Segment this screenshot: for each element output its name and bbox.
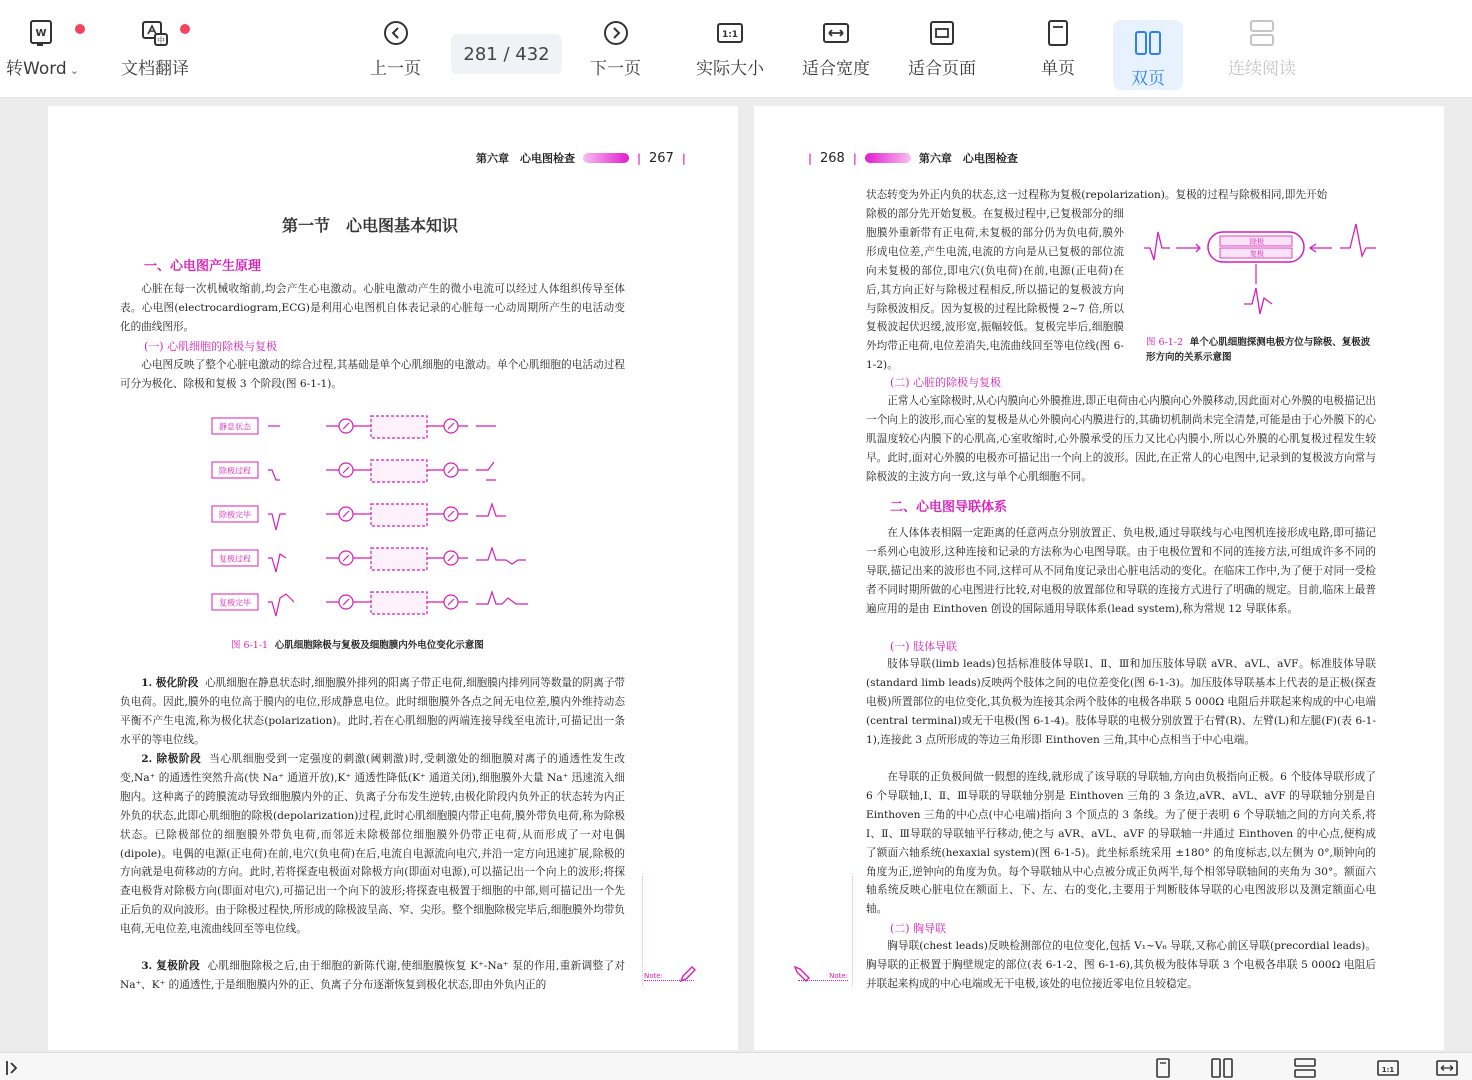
paragraph-sub1: 心电图反映了整个心脏电激动的综合过程,其基础是单个心肌细胞的电激动。单个心肌细胞的电活动过程可分为极化、除极和复极 3 个阶段(图 6-1-1)。 bbox=[120, 359, 625, 390]
double-page-label: 双页 bbox=[1131, 69, 1165, 89]
note-margin-line bbox=[852, 876, 853, 986]
bottom-bar bbox=[0, 1052, 1472, 1080]
arrow-right bbox=[1310, 244, 1332, 252]
notification-dot bbox=[75, 24, 85, 34]
continuous-read-button[interactable] bbox=[1228, 18, 1296, 79]
subheading-heart: (二) 心脏的除极与复极 bbox=[890, 376, 1002, 389]
paragraph-depolarization bbox=[120, 750, 625, 939]
expand-sidebar-icon[interactable] bbox=[2, 1057, 24, 1079]
svg-text:1:1: 1:1 bbox=[1381, 1066, 1395, 1074]
single-page-icon bbox=[1043, 18, 1073, 48]
figure-state-label: 除极过程 bbox=[219, 466, 251, 476]
page-number: 267 bbox=[649, 150, 674, 166]
paragraph-continued: 状态转变为外正内负的状态,这一过程称为复极(repolarization)。复极的过程与除极相同,即先开始 bbox=[866, 189, 1328, 201]
figure-number: 图 6-1-1 bbox=[231, 640, 269, 651]
figure-state-label: 复极过程 bbox=[219, 554, 251, 564]
header-chapter: 第六章 心电图检查 bbox=[476, 152, 575, 165]
arrow-left bbox=[1176, 244, 1200, 252]
subheading-chest-leads: (二) 胸导联 bbox=[890, 922, 947, 935]
prev-page-label: 上一页 bbox=[370, 59, 421, 79]
double-page-icon bbox=[1133, 28, 1163, 58]
section-title: 第一节 心电图基本知识 bbox=[282, 216, 459, 235]
waveform-left bbox=[1144, 232, 1170, 260]
double-page-icon[interactable] bbox=[1211, 1057, 1233, 1079]
page-header: | 268 | 第六章 心电图检查 bbox=[808, 150, 1018, 166]
p1-heading: 1. 极化阶段 bbox=[141, 677, 199, 689]
figure-state-label: 复极完毕 bbox=[219, 598, 251, 608]
label-repolarization: 复极 bbox=[1250, 250, 1264, 258]
p1-body: 心肌细胞在静息状态时,细胞膜外排列的阳离子带正电荷,细胞膜内排列同等数量的阴离子带负电荷。因此,膜外的电位高于膜内的电位,形成静息电位。此时细胞膜外各点之间无电位差,膜内外维持动态平衡不产生电流,称为极化状态(polarization)。此时,若在心肌细胞的两端连接导线至电流计,可描记出一条水平的等电位线。 bbox=[120, 677, 626, 746]
continuous-read-label: 连续阅读 bbox=[1228, 59, 1296, 79]
svg-text:W: W bbox=[35, 28, 47, 39]
figure-row bbox=[212, 548, 526, 572]
subheading-depolarization: (一) 心肌细胞的除极与复极 bbox=[144, 340, 278, 353]
figure-row bbox=[212, 504, 506, 530]
waveform-bottom bbox=[1244, 288, 1272, 314]
svg-text:中: 中 bbox=[157, 36, 165, 45]
label-depolarization: 除极 bbox=[1250, 238, 1264, 246]
paragraph-axis: 在导联的正负极间做一假想的连线,就形成了该导联的导联轴,方向由负极指向正极。6 个肢体导联形成了 6 个导联轴,Ⅰ、Ⅱ、Ⅲ导联的导联轴分别是 Einthoven 三角的 3 条边,aVR、aVL、aVF 的导联轴分别是自 Einthoven 三角的中心点(中心电端)指向 3 个顶点的 3 条线。为了便于表明 6 个导联轴之间的方向关系,将Ⅰ、Ⅱ、Ⅲ导联的导联轴平行移动,使之与 aVR、aVL、aVF 的导联轴一并通过 Einthoven 的中心点,便构成了额面六轴系统(hexaxial system)(图 6-1-5)。此坐标系统采用 ±180° 的角度标志,以左侧为 0°,顺钟向的角度为正,逆钟向的角度为负。每个导联轴从中心点被分成正负两半,每个相邻导联轴间的夹角为 30°。额面六轴系统反映心脏电位在额面上、下、左、右的变化,主要用于判断肢体导联的心电图波形以及测定额面心电轴。 bbox=[866, 771, 1376, 916]
note-label: Note: bbox=[798, 972, 848, 981]
page-number: 268 bbox=[820, 150, 845, 166]
paragraph-intro: 心脏在每一次机械收缩前,均会产生心电激动。心脏电激动产生的微小电流可以经过人体组织传导至体表。心电图(electrocardiogram,ECG)是利用心电图机自体表记录的心脏每一心动周期所产生的电活动变化的曲线图形。 bbox=[120, 283, 625, 333]
right-page bbox=[754, 106, 1444, 1050]
fit-width-icon[interactable] bbox=[1436, 1057, 1458, 1079]
actual-size-icon[interactable] bbox=[1377, 1057, 1399, 1079]
p2-body: 当心肌细胞受到一定强度的刺激(阈刺激)时,受刺激处的细胞膜对离子的通透性发生改变,Na⁺ 的通透性突然升高(快 Na⁺ 通道开放),K⁺ 通透性降低(K⁺ 通道关闭),细胞膜外大量 Na⁺ 迅速流入细胞内。这种离子的跨膜流动导致细胞膜内外的正、负离子分布发生逆转,由极化阶段内负外正的状态转为内正外负的状态,此即心肌细胞的除极(depolarization)过程,此时心肌细胞膜内带正电荷,膜外带负电荷,称为除极状态。已除极部位的细胞膜外带负电荷,而邻近未除极部位细胞膜外仍带正电荷,从而形成了一对电偶(dipole)。电偶的电源(正电荷)在前,电穴(负电荷)在后,电流自电源流向电穴,并沿一定方向迅速扩展,除极的方向就是电荷移动的方向。此时,若将探查电极面对除极方向(即面对电源),可以描记出一个向上的波形;将探查电极背对除极方向(即面对电穴),可描记出一个向下的波形;将探查电极置于细胞的中部,则可描记出一个先正后负的双向波形。由于除极过程快,所形成的除极波呈高、窄、尖形。整个细胞除极完毕后,细胞膜外均带负电荷,无电位差,电流曲线回至等电位线。 bbox=[120, 753, 625, 936]
figure-6-1-1 bbox=[206, 414, 546, 626]
figure-6-1-2 bbox=[1140, 218, 1380, 324]
word-doc-icon bbox=[27, 18, 57, 48]
single-page-label: 单页 bbox=[1041, 59, 1075, 79]
single-page-button[interactable] bbox=[1041, 18, 1075, 79]
actual-size-icon bbox=[715, 18, 745, 48]
actual-size-button[interactable] bbox=[696, 18, 764, 79]
single-page-icon[interactable] bbox=[1152, 1057, 1174, 1079]
paragraph-heart: 正常人心室除极时,从心内膜向心外膜推进,即正电荷由心内膜向心外膜移动,因此面对心外膜的电极描记出一个向上的波形,而心室的复极是从心外膜向心内膜进行的,其确切机制尚未完全清楚,可能是由于心外膜下的心肌温度较心内膜下的心肌高,心室收缩时,心外膜承受的压力又比心内膜小,所以心外膜的心肌复极过程发生较早。此时,面对心外膜的电极亦可描记出一个向上的波形。因此,在正常人的心电图中,记录到的复极波方向常与除极波的主波方向一致,这与单个心肌细胞不同。 bbox=[866, 395, 1376, 483]
paragraph-limb: 肢体导联(limb leads)包括标准肢体导联Ⅰ、Ⅱ、Ⅲ和加压肢体导联 aVR、aVL、aVF。标准肢体导联(standard limb leads)反映两个肢体之间的电位差变化(图 6-1-3)。加压肢体导联基本上代表的是正极(探查电极)所置部位的电位变化,其负极为连接其余两个肢体的电极各串联 5 000Ω 电阻后并联起来构成的中心电端(central terminal)或无干电极(图 6-1-4)。肢体导联的电极分别放置于右臂(R)、左臂(L)和左腿(F)(表 6-1-1),连接此 3 点所形成的等边三角形即 Einthoven 三角,其中心点相当于中心电端。 bbox=[866, 658, 1376, 746]
notification-dot bbox=[180, 24, 190, 34]
subheading-limb-leads: (一) 肢体导联 bbox=[890, 640, 958, 653]
figure-caption bbox=[1146, 335, 1378, 365]
fit-page-button[interactable] bbox=[908, 18, 976, 79]
fit-width-label: 适合宽度 bbox=[802, 59, 870, 79]
figure-caption bbox=[231, 637, 484, 651]
chevron-right-circle-icon bbox=[601, 18, 631, 48]
to-word-label: 转Word bbox=[6, 59, 67, 79]
waveform-right bbox=[1340, 224, 1376, 256]
header-bar bbox=[583, 153, 629, 163]
figure-caption-text: 心肌细胞除极与复极及细胞膜内外电位变化示意图 bbox=[274, 640, 484, 651]
heading-lead-system: 二、心电图导联体系 bbox=[890, 500, 1008, 515]
figure-row bbox=[212, 416, 496, 438]
note-margin-line bbox=[642, 876, 643, 986]
svg-text:1:1: 1:1 bbox=[721, 30, 739, 40]
translate-icon bbox=[140, 18, 170, 48]
to-word-button[interactable] bbox=[6, 18, 79, 79]
next-page-button[interactable] bbox=[590, 18, 641, 79]
fit-page-label: 适合页面 bbox=[908, 59, 976, 79]
figure-state-label: 静息状态 bbox=[219, 422, 251, 432]
double-page-button[interactable] bbox=[1113, 20, 1183, 90]
page-header: 第六章 心电图检查 | 267 | bbox=[476, 150, 686, 166]
fit-page-icon bbox=[927, 18, 957, 48]
figure-row bbox=[212, 592, 528, 616]
p3-heading: 3. 复极阶段 bbox=[141, 960, 201, 972]
header-chapter: 第六章 心电图检查 bbox=[918, 152, 1018, 165]
page-number-input[interactable]: 281 / 432 bbox=[451, 34, 562, 74]
p2-heading: 2. 除极阶段 bbox=[141, 753, 202, 765]
note-label: Note: bbox=[644, 972, 694, 981]
fit-width-icon bbox=[821, 18, 851, 48]
paragraph-polarization bbox=[120, 674, 625, 750]
p3-body: 心肌细胞除极之后,由于细胞的新陈代谢,使细胞膜恢复 K⁺-Na⁺ 泵的作用,重新调整了对 Na⁺、K⁺ 的通透性,于是细胞膜内外的正、负离子分布逐渐恢复到极化状态,即由外负内正的 bbox=[120, 960, 625, 991]
paragraph-continued-narrow: 除极的部分先开始复极。在复极过程中,已复极部分的细胞膜外重新带有正电荷,未复极的部分仍为负电荷,膜外形成电位差,产生电流,电流的方向是从已复极的部位流向未复极的部位,即电穴(负电荷)在前,电源(正电荷)在后,其方向正好与除极过程相反,所以描记的复极波方向与除极波相反。因为复极的过程比除极慢 2~7 倍,所以复极波起伏迟缓,波形宽,振幅较低。复极完毕后,细胞膜外均带正电荷,电位差消失,电流曲线回至等电位线(图 6-1-2)。 bbox=[866, 208, 1124, 372]
fit-width-button[interactable] bbox=[802, 18, 870, 79]
left-page bbox=[48, 106, 738, 1050]
pen-icon[interactable] bbox=[678, 964, 698, 984]
header-bar bbox=[865, 153, 911, 163]
heading-principle: 一、心电图产生原理 bbox=[144, 259, 262, 274]
paragraph-repolarization bbox=[120, 957, 625, 995]
top-toolbar bbox=[0, 0, 1472, 98]
figure-number: 图 6-1-2 bbox=[1146, 337, 1184, 348]
chevron-down-icon[interactable]: ⌄ bbox=[69, 64, 79, 77]
continuous-read-icon[interactable] bbox=[1294, 1057, 1316, 1079]
translate-label: 文档翻译 bbox=[121, 59, 189, 79]
chevron-left-circle-icon bbox=[381, 18, 411, 48]
figure-state-label: 除极完毕 bbox=[219, 510, 251, 520]
next-page-label: 下一页 bbox=[590, 59, 641, 79]
actual-size-label: 实际大小 bbox=[696, 59, 764, 79]
paragraph-chest: 胸导联(chest leads)反映检测部位的电位变化,包括 V₁~V₆ 导联,又称心前区导联(precordial leads)。胸导联的正极置于胸壁规定的部位(表 6-1-2、图 6-1-6),其负极为肢体导联 3 个电极各串联 5 000Ω 电阻后并联起来构成的中心电端或无干电极,该处的电位接近零电位且较稳定。 bbox=[866, 940, 1376, 990]
prev-page-button[interactable] bbox=[370, 18, 421, 79]
paragraph-leads: 在人体体表相隔一定距离的任意两点分别放置正、负电极,通过导联线与心电图机连接形成电路,即可描记一系列心电波形,这种连接和记录的方法称为心电图导联。由于电极位置和不同的连接方法,可组成许多不同的导联,描记出来的波形也不同,这样可从不同角度记录出心脏电活动的变化。在临床工作中,为了便于对同一受检者不同时期所做的心电图进行比较,对电极的放置部位和导联的连接方式进行了明确的规定。目前,临床上最普遍应用的是由 Einthoven 创设的国际通用导联体系(lead system),称为常规 12 导联体系。 bbox=[866, 527, 1376, 615]
figure-row bbox=[212, 460, 496, 482]
translate-button[interactable] bbox=[121, 18, 189, 79]
figure-caption-text: 单个心肌细胞探测电极方位与除极、复极波形方向的关系示意图 bbox=[1146, 337, 1371, 363]
continuous-read-icon bbox=[1247, 18, 1277, 48]
